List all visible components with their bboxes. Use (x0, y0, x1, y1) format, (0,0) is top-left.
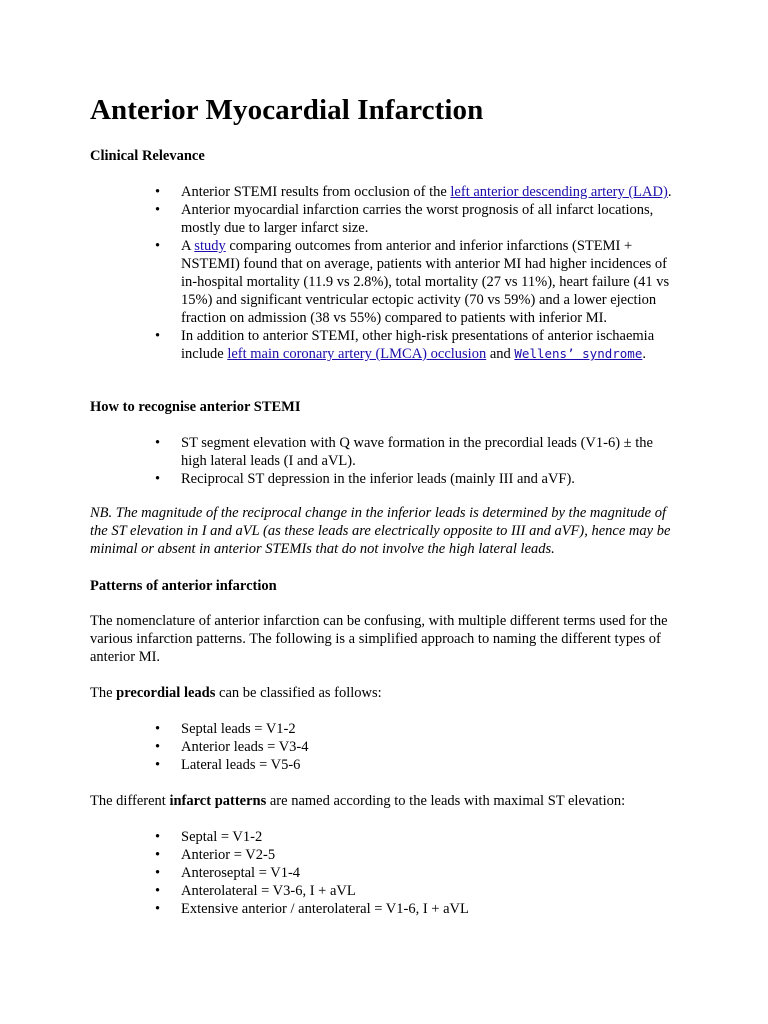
list-item: • ST segment elevation with Q wave formation in the precordial leads (V1-6) ± the high lateral leads (I and aVL). (90, 434, 676, 470)
item-text: Anterior STEMI results from occlusion of the (181, 184, 451, 200)
heading-clinical-relevance: Clinical Relevance (90, 148, 205, 164)
infarct-patterns-intro (90, 792, 680, 810)
list-item: • Anterior myocardial infarction carries the worst prognosis of all infarct locations, mostly due to larger infarct size. (90, 201, 676, 237)
item-text: comparing outcomes from anterior and inferior infarctions (STEMI + NSTEMI) found that on average, patients with anterior MI had higher incidences of in-hospital mortality (11.9 vs 2.8%), total mortality (27 vs 11%), heart failure (41 vs 15%) and significant ventricular ectopic activity (70 vs 59%) and a lower ejection fraction on admission (38 vs 55%) compared to patients with inferior MI. (181, 238, 670, 326)
infarct-patterns-term: infarct patterns (169, 793, 267, 809)
infarct-patterns-list (90, 828, 680, 918)
precordial-leads-list (90, 720, 680, 774)
lmca-occlusion-link[interactable]: left main coronary artery (LMCA) occlusion (227, 346, 487, 362)
list-item: • Anteroseptal = V1-4 (90, 864, 676, 882)
list-item: • Lateral leads = V5-6 (90, 756, 676, 774)
list-item: • Reciprocal ST depression in the inferior leads (mainly III and aVF). (90, 470, 676, 488)
wellens-syndrome-link[interactable]: Wellens’ syndrome (514, 346, 643, 361)
item-text: . (642, 346, 646, 362)
list-item (90, 183, 676, 201)
precordial-leads-term: precordial leads (116, 685, 216, 701)
heading-patterns-anterior-infarction: Patterns of anterior infarction (90, 578, 277, 594)
page-title: Anterior Myocardial Infarction (90, 94, 484, 126)
list-item: • Extensive anterior / anterolateral = V1-6, I + aVL (90, 900, 676, 918)
list-item: • Anterior leads = V3-4 (90, 738, 676, 756)
list-item (90, 327, 676, 363)
intro-text: The (90, 685, 117, 701)
intro-text: are named according to the leads with maximal ST elevation: (266, 793, 626, 809)
precordial-leads-intro (90, 684, 680, 702)
item-text: and (486, 346, 515, 362)
list-item: • Anterolateral = V3-6, I + aVL (90, 882, 676, 900)
list-item: • Septal = V1-2 (90, 828, 676, 846)
study-link[interactable]: study (194, 238, 226, 254)
list-item: • Septal leads = V1-2 (90, 720, 676, 738)
intro-text: can be classified as follows: (215, 685, 382, 701)
item-text: A (181, 238, 195, 254)
list-item (90, 237, 676, 327)
recognise-list (90, 434, 680, 488)
item-text: . (667, 184, 672, 200)
list-item: • Anterior = V2-5 (90, 846, 676, 864)
lad-link[interactable]: left anterior descending artery (LAD) (450, 184, 668, 200)
heading-recognise-anterior-stemi: How to recognise anterior STEMI (90, 399, 301, 415)
clinical-relevance-list (90, 183, 680, 363)
patterns-intro: The nomenclature of anterior infarction can be confusing, with multiple different terms used for the various infarction patterns. The following is a simplified approach to naming the different types of anterior MI. (90, 613, 668, 665)
item-text: In addition to anterior STEMI, other high-risk presentations of anterior ischaemia include (181, 328, 655, 362)
nb-note: NB. The magnitude of the reciprocal change in the inferior leads is determined by the magnitude of the ST elevation in I and aVL (as these leads are electrically opposite to III and aVF), hence may be minimal or absent in anterior STEMIs that do not involve the high lateral leads. (90, 505, 671, 557)
intro-text: The different (90, 793, 170, 809)
